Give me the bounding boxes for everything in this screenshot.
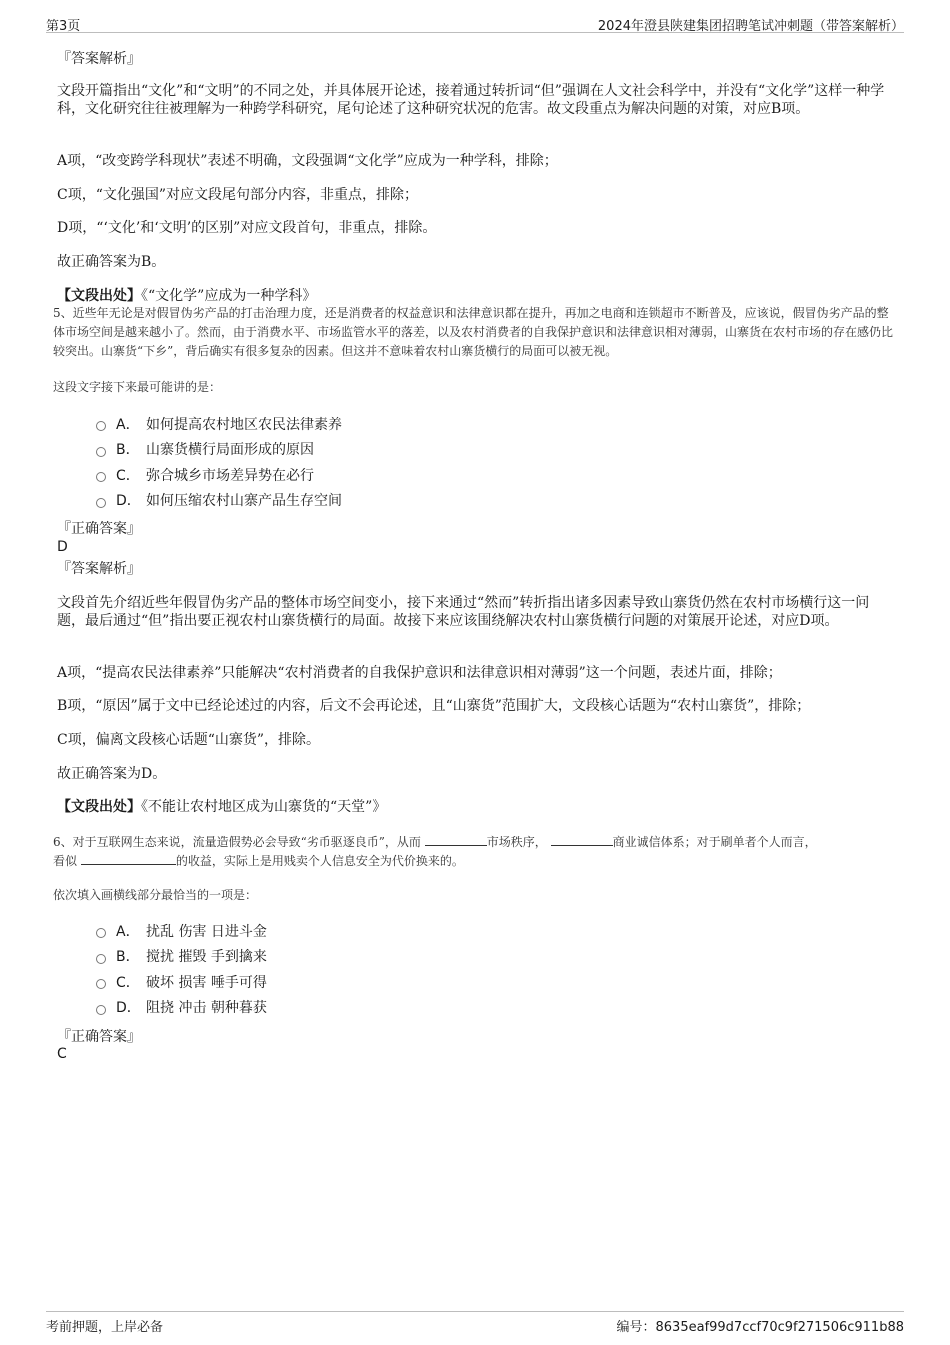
page-number: 第3页 [46,19,81,34]
option-text: 如何提高农村地区农民法律素养 [146,416,342,433]
q4-option-c-note: C项，“文化强国”对应文段尾句部分内容，非重点，排除； [57,187,419,203]
option-text: 阻挠 冲击 朝种暮获 [146,1000,267,1017]
q5-option-c-note: C项，偏离文段核心话题“山寨货”，排除。 [57,732,321,748]
q6-answer-heading: 『正确答案』 [57,1029,141,1045]
footer-slogan: 考前押题，上岸必备 [46,1320,164,1335]
q5-source [57,798,887,816]
q5-option-a[interactable] [96,411,342,437]
fill-blank [81,852,176,865]
radio-icon[interactable] [96,954,106,964]
q5-options [96,411,342,513]
radio-icon[interactable] [96,979,106,989]
q4-analysis-heading: 『答案解析』 [57,51,141,67]
q4-source [57,287,887,305]
option-text: 扰乱 伤害 日进斗金 [146,923,267,940]
q5-option-b-note: B项，“原因”属于文中已经论述过的内容，后文不会再论述，且“山寨货”范围扩大，文段核心话题为“农村山寨货”，排除； [57,698,811,714]
option-key: A． [116,923,140,940]
page-footer [46,1311,904,1335]
radio-icon[interactable] [96,472,106,482]
radio-icon[interactable] [96,447,106,457]
q5-option-c[interactable] [96,462,342,488]
radio-icon[interactable] [96,928,106,938]
radio-icon[interactable] [96,1005,106,1015]
option-text: 破坏 损害 唾手可得 [146,974,267,991]
q5-source-label: 【文段出处】 [57,799,141,815]
q6-options [96,918,267,1020]
fill-blank [551,833,613,846]
q5-option-d[interactable] [96,488,342,514]
option-text: 弥合城乡市场差异势在必行 [146,467,314,484]
option-key: A． [116,416,140,433]
fill-blank [425,833,487,846]
q4-option-d-note: D项，“‘文化’和‘文明’的区别”对应文段首句，非重点，排除。 [57,220,437,236]
q6-stem-part: 6、对于互联网生态来说，流量造假势必会导致“劣币驱逐良币”，从而 [53,835,421,849]
q5-conclusion: 故正确答案为D。 [57,766,167,782]
q4-conclusion: 故正确答案为B。 [57,254,166,270]
page-header [46,14,904,33]
q5-analysis-text: 文段首先介绍近些年假冒伪劣产品的整体市场空间变小，接下来通过“然而”转折指出诸多因素导致山寨货仍然在农村市场横行这一问题，最后通过“但”指出要正视农村山寨货横行的局面。故接下来应该围绕解决农村山寨货横行问题的对策展开论述，对应D项。 [57,595,870,629]
q6-stem-part: 商业诚信体系；对于刷单者个人而言， [612,835,817,849]
q4-analysis-text: 文段开篇指出“文化”和“文明”的不同之处，并具体展开论述，接着通过转折词“但”强调在人文社会科学中，并没有“文化学”这样一种学科，文化研究往往被理解为一种跨学科研究，尾句论述了这种研究状况的危害。故文段重点为解决问题的对策，对应B项。 [57,83,885,117]
q5-analysis-heading: 『答案解析』 [57,561,141,577]
q5-prompt: 这段文字接下来最可能讲的是： [53,380,222,394]
document-code: 编号：8635eaf99d7ccf70c9f271506c911b88 [616,1320,904,1335]
option-text: 搅扰 摧毁 手到擒来 [146,949,267,966]
option-text: 山寨货横行局面形成的原因 [146,442,314,459]
option-text: 如何压缩农村山寨产品生存空间 [146,493,342,510]
q5-answer: D [57,539,68,555]
q6-option-b[interactable] [96,944,267,970]
option-key: B． [116,442,140,459]
q4-source-title: 《“文化学”应成为一种学科》 [141,288,317,304]
q4-source-label: 【文段出处】 [57,288,141,304]
q5-answer-heading: 『正确答案』 [57,521,141,537]
q5-option-b[interactable] [96,437,342,463]
q6-prompt: 依次填入画横线部分最恰当的一项是： [53,888,258,902]
option-key: B． [116,949,140,966]
q5-option-a-note: A项，“提高农民法律素养”只能解决“农村消费者的自我保护意识和法律意识相对薄弱”这一个问题，表述片面，排除； [57,665,782,681]
option-key: D． [116,1000,141,1017]
radio-icon[interactable] [96,498,106,508]
q6-stem-part: 的收益，实际上是用贱卖个人信息安全为代价换来的。 [175,854,464,868]
q4-option-a-note: A项，“改变跨学科现状”表述不明确，文段强调“文化学”应成为一种学科，排除； [57,153,558,169]
q5-source-title: 《不能让农村地区成为山寨货的“天堂”》 [141,799,387,815]
q6-stem [53,833,897,871]
option-key: D． [116,493,141,510]
radio-icon[interactable] [96,421,106,431]
q5-stem: 5、近些年无论是对假冒伪劣产品的打击治理力度，还是消费者的权益意识和法律意识都在提升，再加之电商和连锁超市不断普及，应该说，假冒伪劣产品的整体市场空间是越来越小了。然而，由于消费水平、市场监管水平的落差，以及农村消费者的自我保护意识和法律意识相对薄弱，山寨货在农村市场的存在感仍比较突出。山寨货“下乡”，背后确实有很多复杂的因素。但这并不意味着农村山寨货横行的局面可以被无视。 [53,306,894,358]
q6-stem-part: 市场秩序， [486,835,547,849]
q6-option-a[interactable] [96,918,267,944]
q6-stem-part: 看似 [53,854,78,868]
document-title: 2024年澄县陕建集团招聘笔试冲刺题（带答案解析） [597,19,904,34]
option-key: C． [116,974,140,991]
q6-option-c[interactable] [96,969,267,995]
q6-answer: C [57,1046,67,1062]
q6-option-d[interactable] [96,995,267,1021]
option-key: C． [116,467,140,484]
